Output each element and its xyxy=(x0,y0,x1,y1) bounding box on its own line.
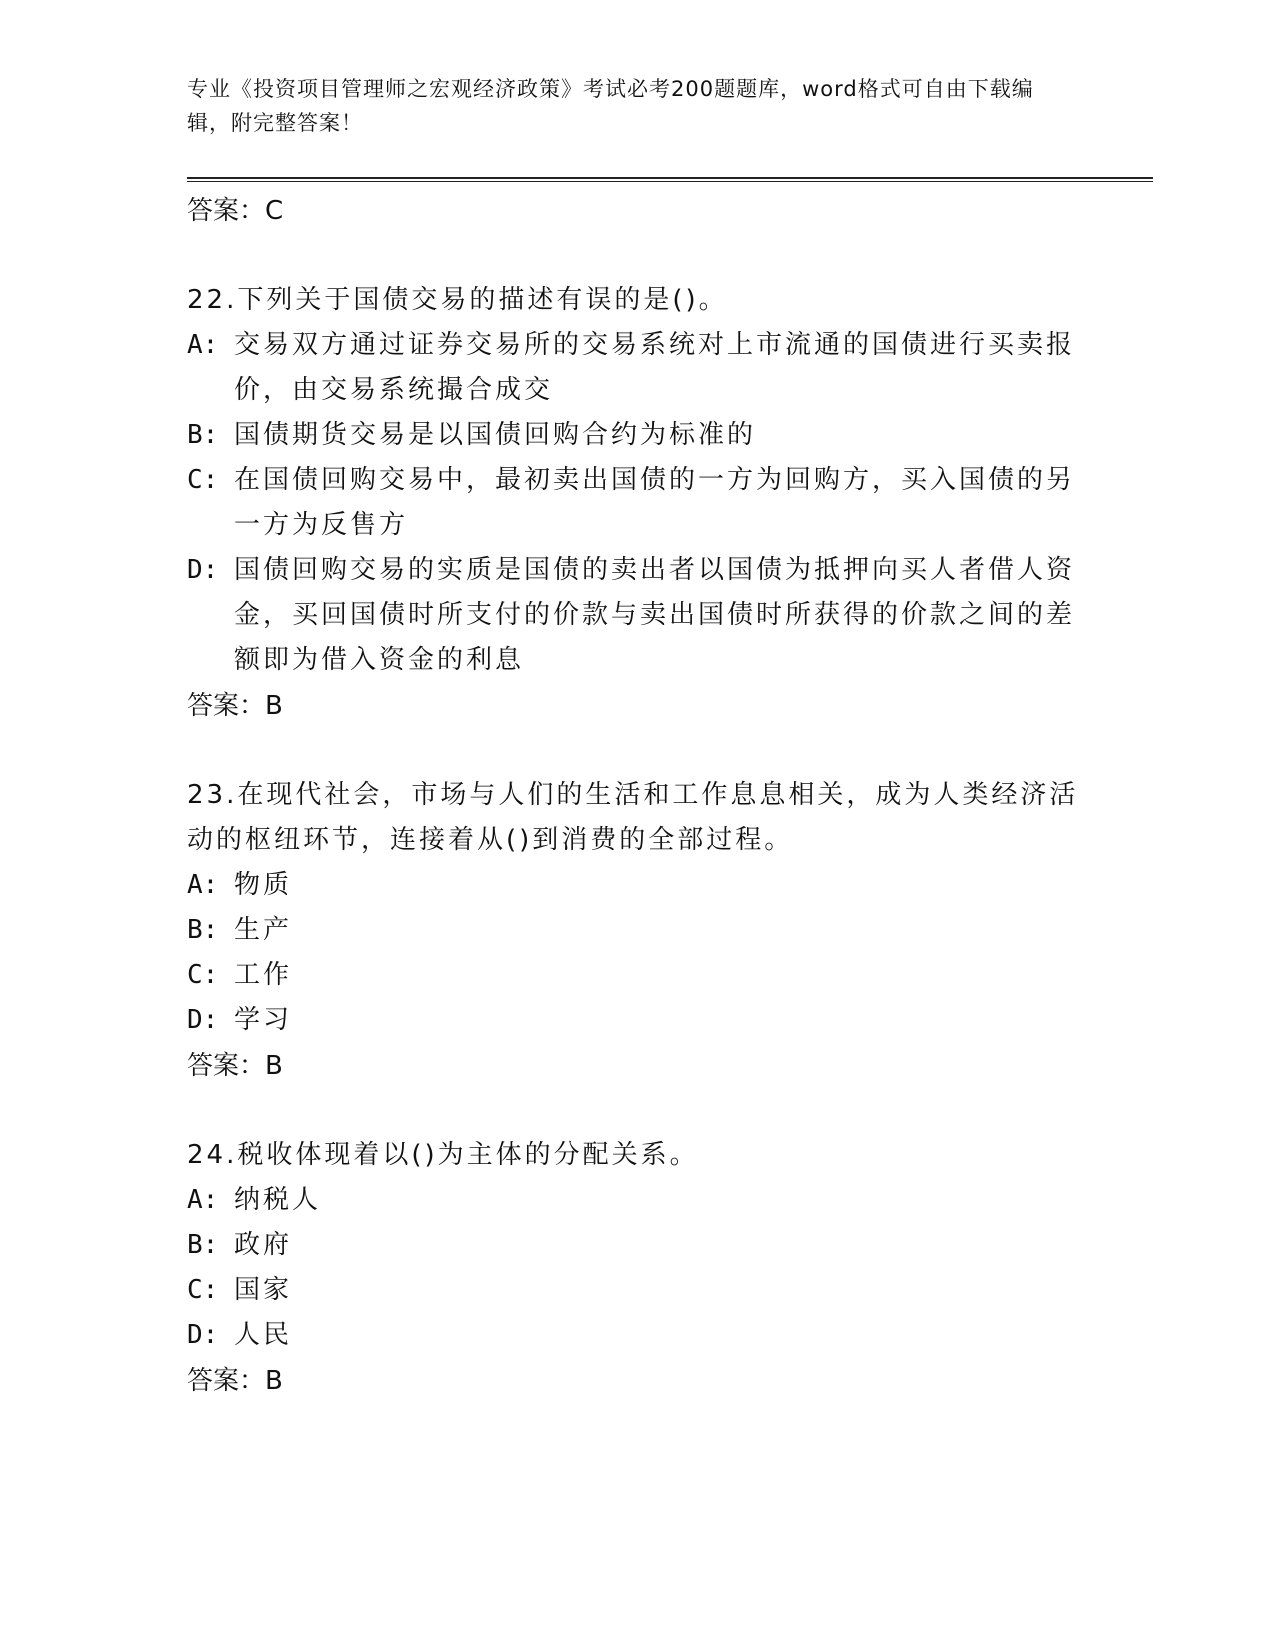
option-text: 国家 xyxy=(233,1275,292,1305)
question-block xyxy=(187,773,1087,1089)
question-stem: 22.下列关于国债交易的描述有误的是()。 xyxy=(187,285,728,315)
question-stem: 24.税收体现着以()为主体的分配关系。 xyxy=(187,1140,699,1170)
option-text: 国债期货交易是以国债回购合约为标准的 xyxy=(233,420,756,450)
option-letter: B: xyxy=(187,1230,234,1260)
option-text: 物质 xyxy=(233,870,292,900)
option-a xyxy=(187,1178,1087,1223)
spacer xyxy=(187,1089,1087,1133)
option-letter: C: xyxy=(187,960,234,990)
option-letter: C: xyxy=(187,1275,234,1305)
option-letter: C: xyxy=(187,465,234,495)
question-block xyxy=(187,278,1087,729)
option-letter: A: xyxy=(187,1185,234,1215)
answer-line: 答案：B xyxy=(187,1051,283,1081)
option-letter: B: xyxy=(187,915,234,945)
option-c xyxy=(187,953,1087,998)
option-d xyxy=(187,548,1087,683)
answer-line: 答案：B xyxy=(187,1366,283,1396)
option-letter: D: xyxy=(187,1005,234,1035)
option-letter: D: xyxy=(187,555,234,585)
option-text: 学习 xyxy=(233,1005,292,1035)
option-text: 在国债回购交易中，最初卖出国债的一方为回购方，买入国债的另一方为反售方 xyxy=(233,465,1075,540)
option-letter: A: xyxy=(187,870,234,900)
option-d xyxy=(187,998,1087,1043)
option-c xyxy=(187,458,1087,548)
question-block xyxy=(187,1133,1087,1404)
option-text: 工作 xyxy=(233,960,292,990)
option-a xyxy=(187,323,1087,413)
option-b xyxy=(187,908,1087,953)
option-b xyxy=(187,413,1087,458)
spacer xyxy=(187,729,1087,773)
option-b xyxy=(187,1223,1087,1268)
option-text: 纳税人 xyxy=(233,1185,321,1215)
option-d xyxy=(187,1313,1087,1358)
option-text: 国债回购交易的实质是国债的卖出者以国债为抵押向买人者借人资金，买回国债时所支付的价款与卖出国债时所获得的价款之间的差额即为借入资金的利息 xyxy=(233,555,1075,675)
header-divider xyxy=(187,177,1153,182)
option-letter: A: xyxy=(187,330,234,360)
option-text: 生产 xyxy=(233,915,292,945)
page-header: 专业《投资项目管理师之宏观经济政策》考试必考200题题库，word格式可自由下载编辑，附完整答案！ xyxy=(187,77,1034,135)
option-letter: D: xyxy=(187,1320,234,1350)
document-body xyxy=(187,188,1087,1404)
option-a xyxy=(187,863,1087,908)
option-text: 交易双方通过证券交易所的交易系统对上市流通的国债进行买卖报价，由交易系统撮合成交 xyxy=(233,330,1075,405)
spacer xyxy=(187,234,1087,278)
option-text: 人民 xyxy=(233,1320,292,1350)
option-c xyxy=(187,1268,1087,1313)
option-letter: B: xyxy=(187,420,234,450)
question-stem: 23.在现代社会，市场与人们的生活和工作息息相关，成为人类经济活动的枢纽环节，连接着从()到消费的全部过程。 xyxy=(187,780,1079,855)
answer-line: 答案：B xyxy=(187,691,283,721)
option-text: 政府 xyxy=(233,1230,292,1260)
previous-answer: 答案：C xyxy=(187,196,284,226)
